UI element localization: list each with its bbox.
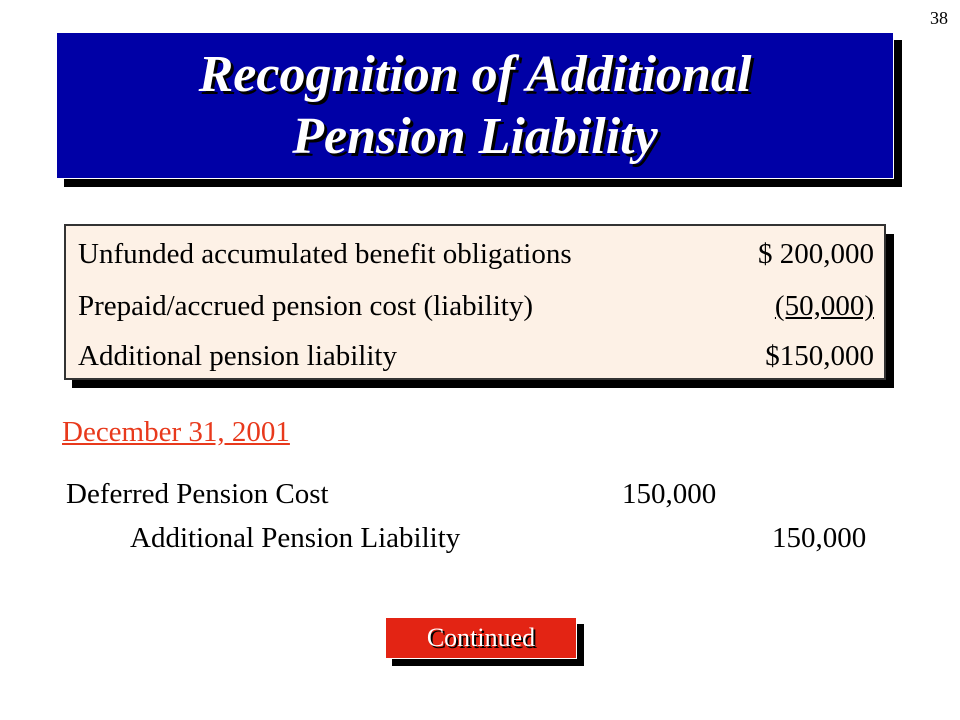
- summary-value: $ 200,000: [758, 238, 874, 270]
- title-line-1: Recognition of Additional: [198, 45, 752, 103]
- summary-label: Unfunded accumulated benefit obligations: [78, 238, 572, 270]
- credit-amount: 150,000: [772, 522, 867, 554]
- summary-value: $150,000: [765, 340, 874, 372]
- slide-number: 38: [930, 8, 948, 28]
- summary-row-additional-liability: [78, 340, 874, 380]
- summary-label: Additional pension liability: [78, 340, 397, 372]
- summary-value: (50,000): [774, 290, 874, 322]
- continued-button[interactable]: Continued: [385, 617, 577, 659]
- summary-label: Prepaid/accrued pension cost (liability): [78, 290, 533, 322]
- title-banner: [56, 32, 894, 179]
- debit-amount: 150,000: [622, 478, 717, 510]
- credit-account: Additional Pension Liability: [130, 522, 461, 554]
- summary-box: [64, 224, 886, 380]
- title-line-2: Pension Liability: [292, 107, 658, 165]
- summary-row-prepaid-accrued: [78, 290, 874, 330]
- journal-date: December 31, 2001: [62, 416, 290, 448]
- debit-account: Deferred Pension Cost: [66, 478, 329, 510]
- summary-row-unfunded-obligations: [78, 238, 874, 278]
